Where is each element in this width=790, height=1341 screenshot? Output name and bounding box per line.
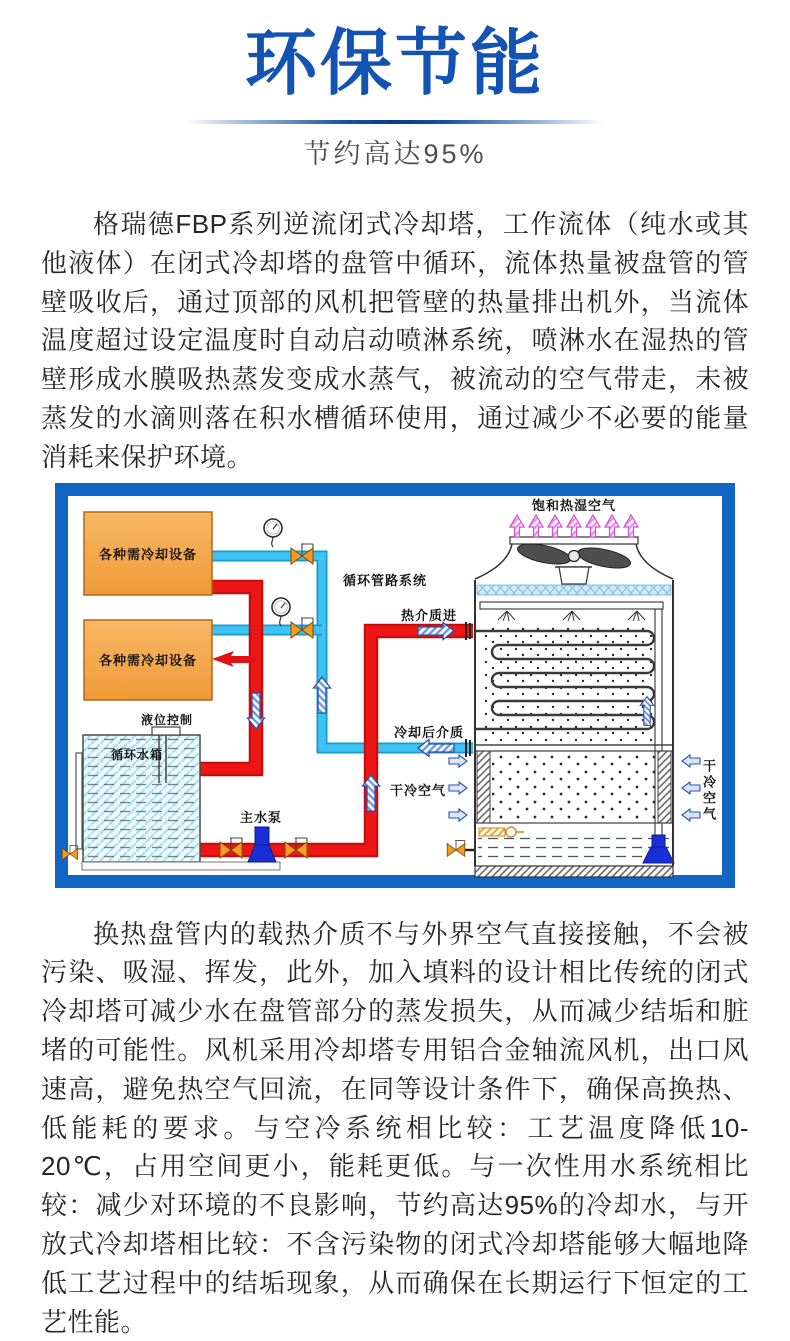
title-divider	[186, 120, 604, 124]
tank-base	[82, 862, 280, 870]
spray-droplets	[481, 625, 663, 743]
main-pump-label: 主水泵	[239, 809, 283, 825]
float-valve	[479, 828, 505, 836]
page-title: 环保节能	[244, 24, 545, 104]
dry-air-left-label: 干冷空气	[389, 782, 447, 798]
equipment1-label: 各种需冷却设备	[98, 546, 198, 562]
level-control-label: 液位控制	[140, 712, 194, 727]
pipe-system-label: 循环管路系统	[342, 572, 428, 588]
page-subtitle: 节约高达95%	[303, 139, 487, 169]
hot-medium-label: 热介质进	[400, 607, 458, 623]
saturated-air-label: 饱和热湿空气	[531, 497, 617, 513]
water-tank-label: 循环水箱	[110, 747, 164, 762]
spray-header	[480, 602, 663, 609]
intro-paragraph: 格瑞德FBP系列逆流闭式冷却塔，工作流体（纯水或其他液体）在闭式冷却塔的盘管中循环，流体热量被盘管的管壁吸收后，通过顶部的风机把管壁的热量排出机外，当流体温度超过设定温度时自动启动喷淋系统，喷淋水在湿热的管壁形成水膜吸热蒸发变成水蒸气，被流动的空气带走，未被蒸发的水滴则落在积水槽循环使用，通过减少不必要的能量消耗来保护环境。	[41, 209, 749, 472]
tower-ground	[475, 866, 673, 877]
fill-column-left	[477, 751, 490, 823]
cooling-system-diagram	[55, 483, 735, 893]
equipment2-label: 各种需冷却设备	[98, 652, 198, 668]
diagram-svg	[55, 483, 735, 888]
drift-eliminator	[477, 585, 671, 595]
cooled-medium-label: 冷却后介质	[393, 724, 465, 740]
level-sensor	[152, 727, 180, 735]
fill-section	[492, 751, 660, 823]
fill-column-right	[658, 751, 671, 823]
detail-paragraph: 换热盘管内的载热介质不与外界空气直接接触，不会被污染、吸湿、挥发，此外，加入填料的设计相比传统的闭式冷却塔可减少水在盘管部分的蒸发损失，从而减少结垢和脏堵的可能性。风机采用冷却塔专用铝合金轴流风机，出口风速高，避免热空气回流，在同等设计条件下，确保高换热、低能耗的要求。与空冷系统相比较：工艺温度降低10-20℃，占用空间更小，能耗更低。与一次性用水系统相比较：减少对环境的不良影响，节约高达95%的冷却水，与开放式冷却塔相比较：不含污染物的闭式冷却塔能够大幅地降低工艺过程中的结垢现象，从而确保在长期运行下恒定的工艺性能。	[41, 918, 749, 1337]
overflow-pipe	[76, 753, 82, 849]
dry-air-right-label: 干冷空气	[701, 758, 716, 823]
fan-deck	[510, 537, 638, 544]
basin-water	[478, 835, 669, 864]
